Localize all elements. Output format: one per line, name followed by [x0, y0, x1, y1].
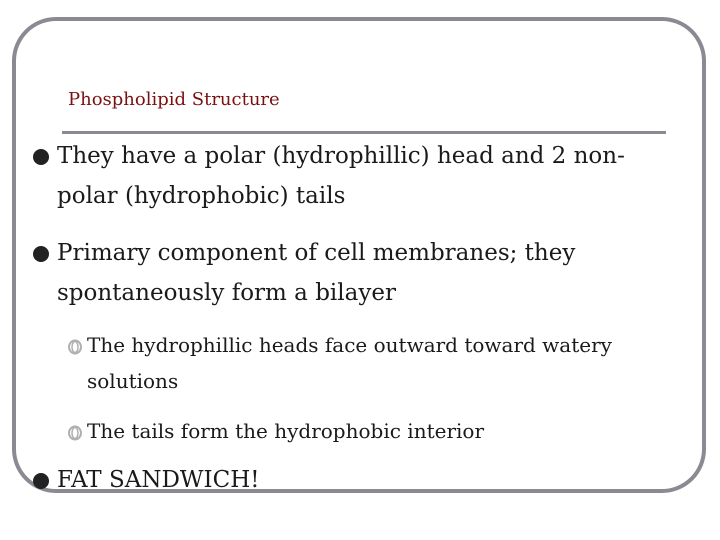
- bullet-text-line: spontaneously form a bilayer: [57, 280, 396, 306]
- sub-bullet-text-line: The hydrophillic heads face outward toward watery: [87, 333, 612, 357]
- bullet-text-line: polar (hydrophobic) tails: [57, 183, 346, 209]
- sub-bullet-item: [87, 413, 677, 449]
- bullet-dot-icon: [33, 246, 49, 262]
- sub-bullet-item: [87, 327, 677, 399]
- bullet-text-line: FAT SANDWICH!: [57, 467, 260, 493]
- bullet-text-line: Primary component of cell membranes; they: [57, 240, 576, 266]
- bullet-text-line: They have a polar (hydrophillic) head and 2 non-: [57, 143, 625, 169]
- slide-title: Phospholipid Structure: [68, 89, 280, 110]
- sub-bullet-ring-icon: [67, 339, 83, 355]
- bullet-dot-icon: [33, 149, 49, 165]
- bullet-item: [57, 460, 677, 500]
- sub-bullet-text-line: The tails form the hydrophobic interior: [87, 419, 485, 443]
- title-divider: [62, 131, 666, 134]
- bullet-item: [57, 136, 677, 216]
- sub-bullet-text-line: solutions: [87, 369, 179, 393]
- bullet-item: [57, 233, 677, 313]
- sub-bullet-ring-icon: [67, 425, 83, 441]
- bullet-dot-icon: [33, 473, 49, 489]
